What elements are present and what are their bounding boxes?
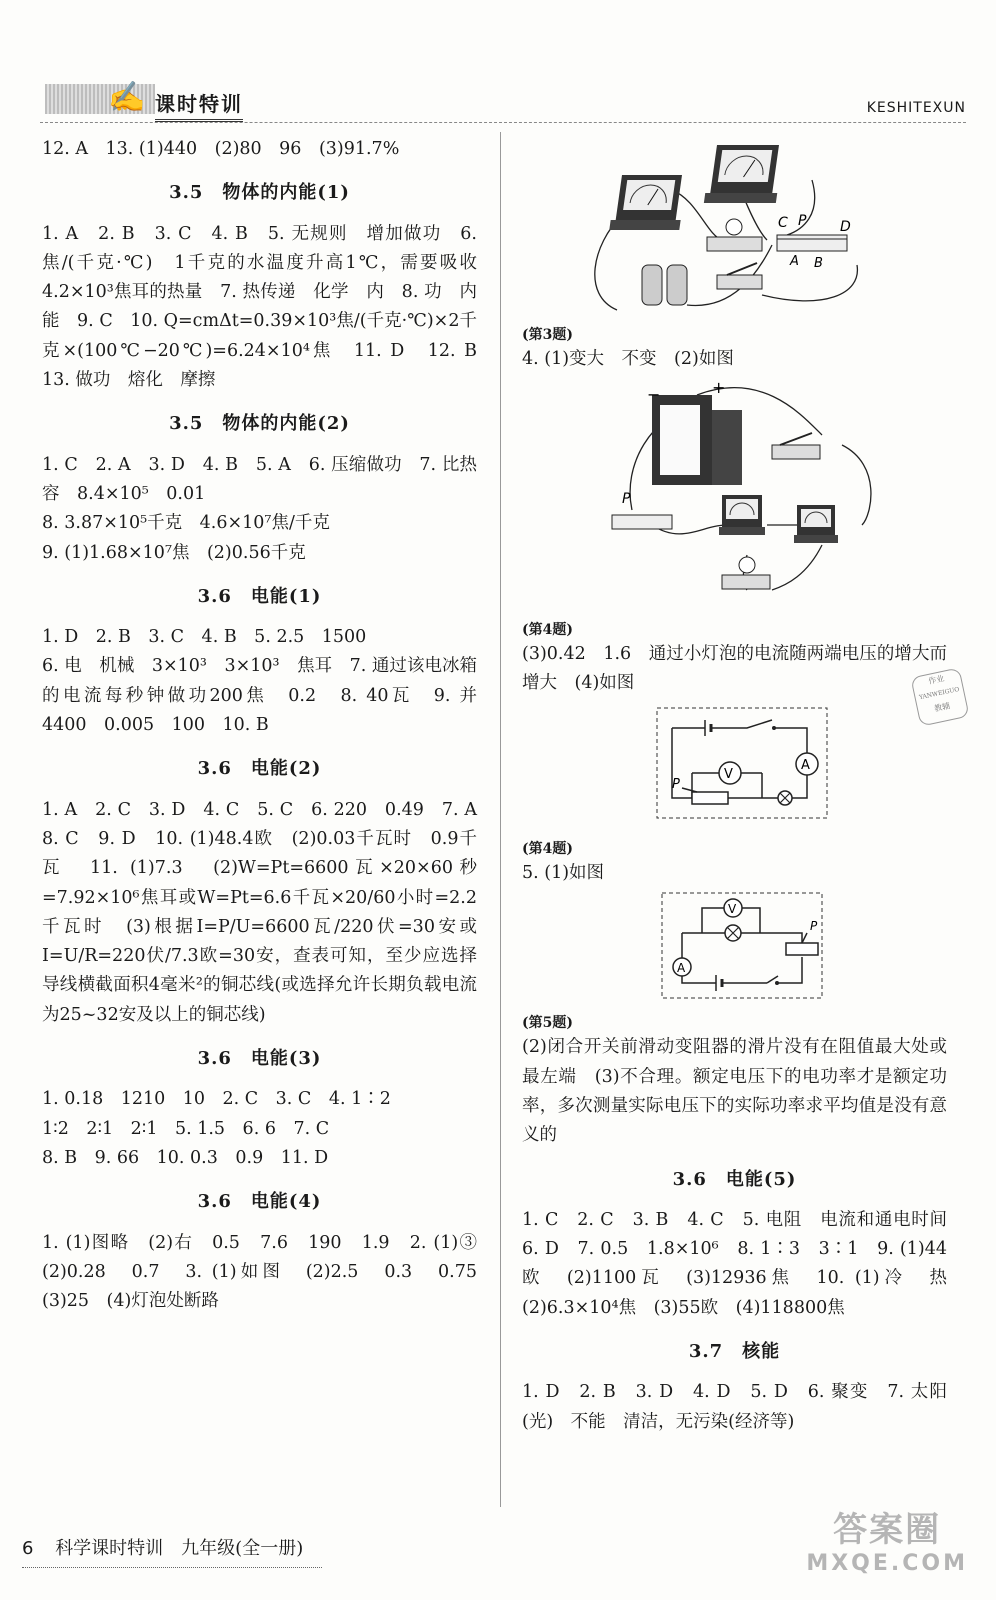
- watermark-line-1: 答案圈: [833, 1510, 942, 1550]
- fig4b-slider-label: P: [672, 777, 680, 793]
- stamp-line-3: 教辅: [933, 701, 951, 714]
- figure-4a-caption: (第4题): [522, 621, 573, 638]
- fig4b-voltmeter-label: V: [724, 767, 733, 783]
- answer-paragraph: 1. C 2. A 3. D 4. B 5. A 6. 压缩做功 7. 比热容 8.4×10⁵ 0.01: [42, 454, 477, 504]
- answer-paragraph: 6. 电 机械 3×10³ 3×10³ 焦耳 7. 通过该电冰箱的电流每秒钟做功200焦 0.2 8. 40瓦 9. 并 4400 0.005 100 10. B: [42, 656, 495, 736]
- answer-paragraph: 12. A 13. (1)440 (2)80 96 (3)91.7%: [42, 139, 400, 159]
- answer-paragraph: 1. D 2. B 3. C 4. B 5. 2.5 1500: [42, 627, 367, 648]
- section-answers-3-7: 1. D 2. B 3. D 4. D 5. D 6. 聚变 7. 太阳(光) 不能 清洁，无污染(经济等): [522, 1382, 947, 1432]
- figure-4-circuit-photo: [522, 375, 947, 610]
- fig3-label-b: B: [814, 256, 823, 271]
- fig3-label-c: C: [778, 215, 788, 231]
- header-title: 课时特训: [155, 88, 243, 122]
- figure-5-caption: (第5题): [522, 1015, 573, 1032]
- q5-answer-continued: (2)闭合开关前滑动变阻器的滑片没有在阻值最大处或最左端 (3)不合理。额定电压下的电功率才是额定功率，多次测量实际电压下的实际功率求平均值是没有意义的: [522, 1037, 947, 1146]
- answer-paragraph: 8. B 9. 66 10. 0.3 0.9 11. D: [42, 1147, 329, 1168]
- fig3-label-d: D: [840, 219, 851, 235]
- right-answer-column: [522, 135, 965, 1437]
- figure-5-circuit-diagram: [522, 888, 947, 1003]
- fig3-label-p: P: [798, 213, 807, 229]
- section-heading: 3.6 电能(4): [197, 1191, 322, 1213]
- q4-answer: 4. (1)变大 不变 (2)如图: [522, 349, 734, 370]
- fig4a-label-minus: −: [647, 384, 661, 404]
- stamp-line-1: 作业: [927, 673, 946, 686]
- page-number: 6: [22, 1538, 34, 1559]
- fig4a-label-plus: +: [712, 377, 726, 397]
- section-heading: 3.6 电能(2): [197, 758, 322, 780]
- answer-paragraph: 1. 0.18 1210 10 2. C 3. C 4. 1∶2: [42, 1089, 391, 1110]
- footer-book-title: 科学课时特训 九年级(全一册): [55, 1538, 304, 1559]
- fig5-ammeter-label: A: [677, 961, 686, 976]
- page-footer: [22, 1534, 303, 1560]
- footer-rule: [22, 1567, 322, 1568]
- q5-answer: 5. (1)如图: [522, 862, 605, 883]
- watermark-logo: [806, 1502, 968, 1576]
- fig4a-label-p: P: [622, 490, 631, 507]
- header-divider: [40, 122, 966, 123]
- figure-3-caption: (第3题): [522, 327, 573, 344]
- q4-answer-continued: (3)0.42 1.6 通过小灯泡的电流随两端电压的增大而增大 (4)如图: [522, 643, 947, 694]
- answer-paragraph: 1. A 2. B 3. C 4. B 5. 无规则 增加做功 6. 焦/(千克·℃) 1千克的水温度升高1℃，需要吸收4.2×10³焦耳的热量 7. 热传递 化学 内 8. 功 内能 9. C 10. Q=cmΔt=0.39×10³焦/(千克·℃)×2千克×(100℃−20℃)=6.24×10⁴焦 11. D 12. B 13. 做功 熔化 摩擦: [42, 223, 495, 391]
- section-answers-3-6-5: 1. C 2. C 3. B 4. C 5. 电阻 电流和通电时间 6. D 7. 0.5 1.8×10⁶ 8. 1∶3 3∶1 9. (1)44欧 (2)1100瓦 (3)12936焦 10. (1)冷 热 (2)6.3×10⁴焦 (3)55欧 (4)118800焦: [522, 1209, 965, 1318]
- fig5-slider-label: P: [810, 919, 818, 934]
- section-heading-3-6-5: 3.6 电能(5): [672, 1168, 797, 1190]
- column-divider: [500, 132, 501, 1507]
- section-heading: 3.5 物体的内能(2): [169, 413, 350, 435]
- section-heading: 3.5 物体的内能(1): [169, 182, 350, 204]
- fig4b-ammeter-label: A: [801, 758, 810, 774]
- pen-icon: ✍: [108, 80, 146, 115]
- answer-paragraph: 9. (1)1.68×10⁷焦 (2)0.56千克: [42, 542, 306, 563]
- figure-4b-caption: (第4题): [522, 840, 573, 857]
- answer-paragraph: 1. (1)图略 (2)右 0.5 7.6 190 1.9 2. (1)③ (2)0.28 0.7 3. (1)如图 (2)2.5 0.3 0.75 (3)25 (4)灯泡处断路: [42, 1232, 495, 1312]
- answer-paragraph: 1∶2 2∶1 2∶1 5. 1.5 6. 6 7. C: [42, 1118, 330, 1139]
- section-heading-3-7: 3.7 核能: [688, 1341, 781, 1363]
- answer-paragraph: 1. A 2. C 3. D 4. C 5. C 6. 220 0.49 7. A 8. C 9. D 10. (1)48.4欧 (2)0.03千瓦时 0.9千瓦 11. (1)7.3 (2)W=Pt=6600瓦×20×60秒=7.92×10⁶焦耳或W=Pt=6.6千瓦×20/60小时=2.2千瓦时 (3)根据I=P/U=6600瓦/220伏=30安或I=U/R=220伏/7.3欧=30安，查表可知，至少应选择导线横截面积4毫米²的铜芯线(或选择允许长期负载电流为25~32安及以上的铜芯线): [42, 799, 495, 1025]
- figure-3-circuit-photo: [522, 135, 947, 315]
- header-series-name: KESHITEXUN: [866, 100, 966, 116]
- figure-4-circuit-diagram: [522, 698, 947, 828]
- section-heading: 3.6 电能(3): [197, 1048, 322, 1070]
- watermark-line-2: MXQE.COM: [806, 1551, 968, 1576]
- stamp-line-2: YANWEIGUO: [918, 685, 960, 702]
- answer-paragraph: 8. 3.87×10⁵千克 4.6×10⁷焦/千克: [42, 513, 330, 534]
- publisher-stamp: [910, 667, 969, 726]
- section-heading: 3.6 电能(1): [197, 585, 322, 607]
- fig5-voltmeter-label: V: [728, 902, 737, 917]
- fig3-label-a: A: [790, 254, 799, 269]
- left-answer-column: [42, 135, 495, 1316]
